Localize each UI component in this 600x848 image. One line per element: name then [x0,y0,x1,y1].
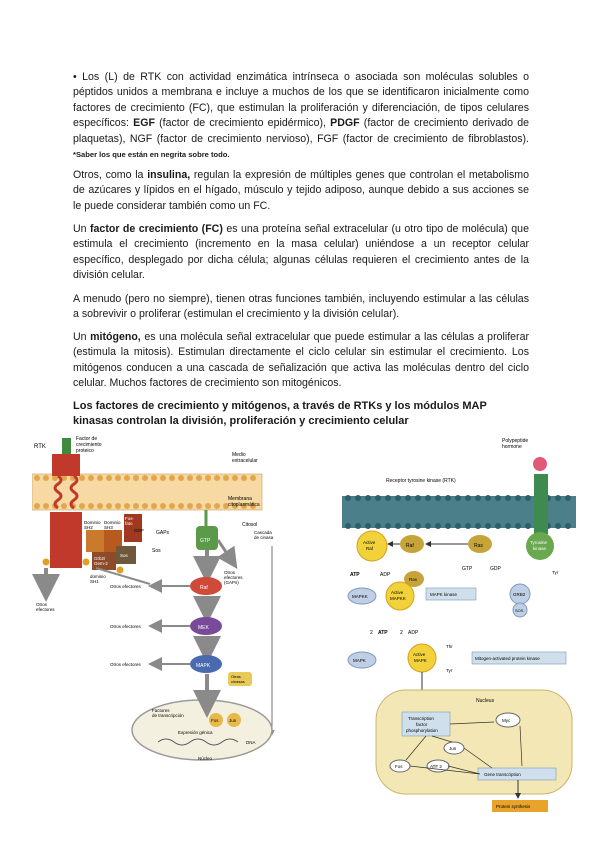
label-expresion: Expresión génica [178,730,213,735]
figure-rtk-mapk-en [342,434,576,812]
paragraph-other-functions: A menudo (pero no siempre), tienen otras funciones también, incluyendo estimular a las células a sobrevivir o proliferar (estimulan el crecimiento y la división celular). [73,293,529,321]
label-mek: MEK [198,625,209,631]
label-thr: Thr [446,644,453,649]
label-atp1: ATP [350,572,360,578]
label-mapkk: MAPKK [352,594,368,599]
label-otros-efectores-left: Otros efectores [36,602,55,612]
label-atf2: ATF 2 [430,764,442,769]
label-membrana: Membrana citoplasmática [228,496,260,508]
label-mapk: MAPK [196,663,211,669]
label-gdp: GDP [490,566,501,572]
label-mapk: MAPK [353,658,366,663]
rtk-en [534,474,548,534]
label-raf: Raf [406,543,414,549]
label-adp1: ADP [380,572,391,578]
label-otros-efectores-gaps: Otros efectores (GAPs) [224,570,243,585]
label-gene-tx: Gene transcription [484,772,521,777]
label-active-raf: Active Raf [363,540,376,551]
label-two2: 2 [400,630,403,636]
label-tf: Transcription factor phosphorylation [406,716,438,733]
label-grb2: GRB2 [513,592,526,597]
label-tyrosine: Tyrosine kinase [530,540,548,551]
hormone [533,457,547,471]
label-active-mapkk: Active MAPKK [390,590,406,601]
label-gdp: GDP [134,528,144,533]
label-adp2: ADP [408,630,419,636]
section-heading: Los factores de crecimiento y mitógenos, a través de RTKs y los módulos MAP kinasas controlan la división, proliferación y crecimiento celular [73,400,487,428]
label-two1: 2 [370,630,373,636]
label-tyr2: Tyr [446,668,453,673]
label-rtk: RTK [34,444,46,450]
label-otros-mapk: Otros efectores [110,662,141,667]
label-protein-synth: Protein synthesis [496,804,531,809]
label-grb2: Grb2/ Gem-2 [94,556,108,566]
label-map-kinase: Mitogen-activated protein kinase [475,656,540,661]
label-fosfato: Fos-fato [125,516,134,526]
label-nucleo: Núcleo [198,756,213,761]
label-otros-raf: Otros efectores [110,584,141,589]
paragraph-insulin: Otros, como la insulina, regulan la expresión de múltiples genes que controlan el metabolismo de azúcares y lípidos en el hígado, músculo y tejido adiposo, aunque debido a sus acciones se le puede considerar también como un FC. [73,169,529,212]
label-medio: Medio extracelular [232,452,258,464]
label-factores-tx: Factores de transcripción [152,708,184,718]
label-otras-cinasas: Otras cinasas [231,674,245,684]
rtk-receptor [52,454,80,476]
label-gtp: GTP [462,566,473,572]
label-sos: Sos [120,553,128,558]
figure-rtk-cascade-es [32,434,294,764]
label-nucleus: Nucleus [476,698,495,704]
sh2-domain [86,530,104,552]
label-mapk-kinase: MAPK kinase [430,592,458,597]
label-receptor: Receptor tyrosine kinase (RTK) [386,478,456,484]
label-dna: DNA [246,740,256,745]
label-myc: Myc [502,718,511,723]
arrow-ras-effectors [218,540,234,564]
label-sh1: dominio SH1 [90,574,106,584]
label-tyr: Tyr [552,570,559,575]
label-jun-en: Jun [449,746,457,751]
label-cascada: Cascada de cinasa [254,530,274,540]
paragraph-mitogen: Un mitógeno, es una molécula señal extracelular que puede estimular a las células a proliferar (estimula la mitosis). Estimulan directamente el ciclo celular sin estimular el crecimiento. Los mitógenos conducen a una cascada de señalización que activa las moléculas dentro del ciclo celular. Muchos factores de crecimiento son mitogénicos. [73,331,529,390]
bold-note: *Saber los que están en negrita sobre todo. [73,150,230,160]
label-active-mapk: Active MAPK [413,652,427,663]
label-citosol: Citosol [242,522,258,528]
label-ras-2: Ras [409,577,418,582]
label-atp2: ATP [378,630,388,636]
label-otros-mek: Otros efectores [110,624,141,629]
label-fos-en: Fos [395,764,403,769]
growth-factor [62,438,71,456]
label-raf: Raf [200,585,208,591]
label-fos: Fos [211,718,219,723]
label-jun: Jun [229,718,237,723]
label-sh3: Dominio SH3 [104,520,121,530]
label-gaps: GAPs [156,530,170,536]
label-sos: SOS [515,608,524,613]
label-factor: Factor de crecimiento proteico [76,436,102,454]
label-gtp: GTP [200,538,211,544]
label-sos-2: Sos [152,548,161,554]
label-sh2: Dominio SH2 [84,520,101,530]
label-ras: Ras [474,543,483,549]
paragraph-ligands: • Los (L) de RTK con actividad enzimática intrínseca o asociada son moléculas solubles o péptidos unidos a membrana e incluye a muchos de los que se identificaron inicialmente como factores de crecimiento (FC), que estimulan la proliferación y diferenciación, de tipos celulares específicos: EGF (factor de crecimiento epidérmico), PDGF (factor de crecimiento derivado de plaquetas), NGF (factor de crecimiento nervioso), FGF (factor de crecimiento de fibroblastos). *Saber los que están en negrita sobre todo. [73,71,529,160]
paragraph-growth-factor: Un factor de crecimiento (FC) es una proteína señal extracelular (u otro tipo de molécula) que estimula el crecimiento (incremento en la masa celular) uniéndose a un receptor celular específico, desplegado por dicha célula; algunas células requieren el crecimiento antes de la división celular. [73,223,529,282]
rtk-kinase-domain [50,512,82,568]
label-hormone: Polypeptide hormone [502,438,529,450]
